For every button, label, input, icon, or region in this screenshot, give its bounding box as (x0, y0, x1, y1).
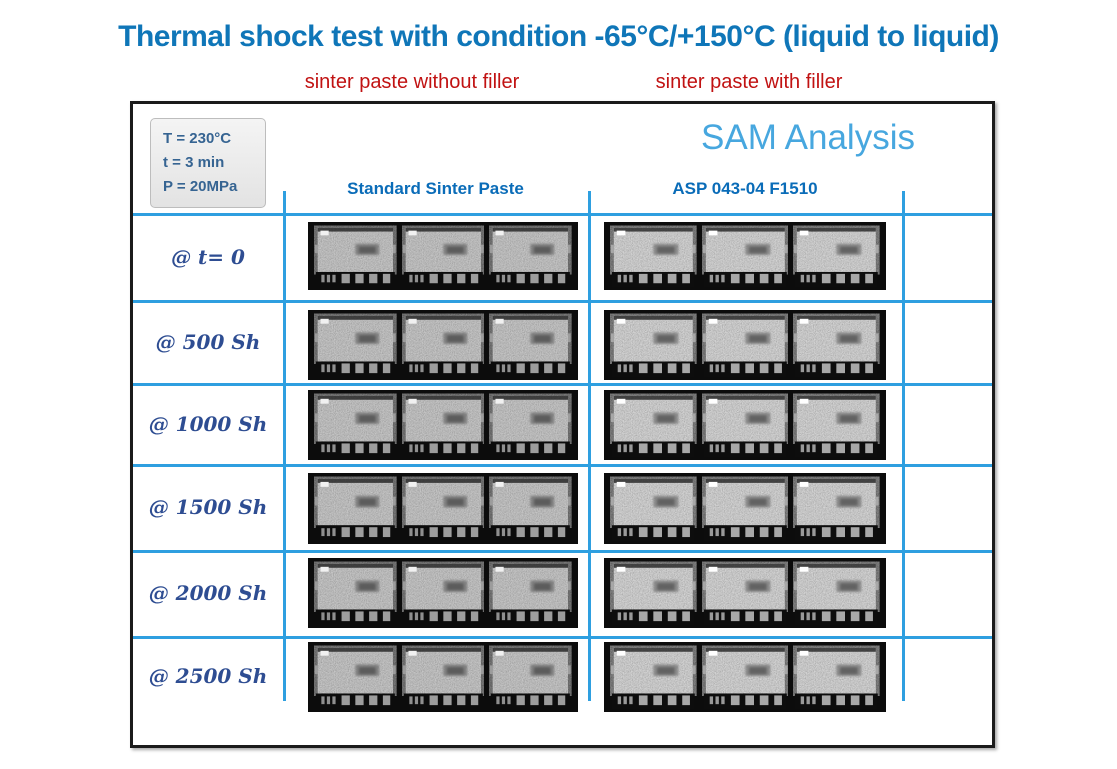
row-label-t0: @ t= 0 (171, 244, 245, 269)
sam-die-image (489, 313, 572, 377)
row-label-2000: @ 2000 Sh (148, 581, 268, 605)
sam-die-image (402, 476, 485, 541)
sam-die-image (610, 225, 697, 287)
sam-image-cell-asp-500 (604, 310, 886, 380)
sam-image-cell-asp-2000 (604, 558, 886, 628)
condition-time: t = 3 min (163, 154, 225, 171)
column-header-asp-043-04-f1510: ASP 043-04 F1510 (672, 179, 818, 198)
sam-die-image (489, 476, 572, 541)
subtitle-with-filler: sinter paste with filler (655, 71, 843, 93)
sam-die-image (702, 225, 789, 287)
sam-die-image (314, 225, 397, 287)
condition-pressure: P = 20MPa (163, 178, 238, 195)
sam-die-image (793, 645, 880, 709)
sam-image-cell-standard-2500 (308, 642, 578, 712)
sam-die-image (793, 561, 880, 625)
sam-die-image (402, 561, 485, 625)
sam-die-image (793, 476, 880, 541)
sam-die-image (402, 645, 485, 709)
sam-die-image (702, 561, 789, 625)
sam-die-image (610, 561, 697, 625)
condition-temperature: T = 230°C (163, 130, 232, 147)
sam-die-image (610, 313, 697, 377)
sam-die-image (702, 313, 789, 377)
sam-die-image (489, 561, 572, 625)
sam-image-cell-asp-1500 (604, 473, 886, 544)
sam-die-image (702, 476, 789, 541)
sam-die-image (314, 476, 397, 541)
process-conditions-box (150, 118, 266, 208)
sam-analysis-heading: SAM Analysis (701, 118, 915, 157)
sam-image-cell-standard-1500 (308, 473, 578, 544)
row-label-1500: @ 1500 Sh (148, 495, 268, 519)
subtitle-without-filler: sinter paste without filler (304, 71, 520, 93)
row-label-500: @ 500 Sh (155, 329, 261, 354)
sam-die-image (610, 393, 697, 457)
sam-die-image (489, 225, 572, 287)
sam-image-cell-standard-2000 (308, 558, 578, 628)
sam-die-image (793, 393, 880, 457)
sam-die-image (314, 645, 397, 709)
sam-image-cell-asp-1000 (604, 390, 886, 460)
sam-image-cell-standard-1000 (308, 390, 578, 460)
sam-die-image (402, 313, 485, 377)
sam-image-cell-standard-500 (308, 310, 578, 380)
sam-die-image (402, 225, 485, 287)
sam-die-image (610, 476, 697, 541)
column-header-standard-sinter-paste: Standard Sinter Paste (347, 179, 524, 198)
sam-analysis-table (130, 101, 995, 748)
grid-line-v2 (588, 191, 591, 701)
sam-die-image (702, 393, 789, 457)
sam-die-image (793, 313, 880, 377)
sam-die-image (702, 645, 789, 709)
sam-die-image (793, 225, 880, 287)
grid-line-v1 (283, 191, 286, 701)
sam-die-image (402, 393, 485, 457)
sam-die-image (489, 393, 572, 457)
page-title: Thermal shock test with condition -65°C/+150°C (liquid to liquid) (118, 20, 999, 53)
sam-image-cell-asp-t0 (604, 222, 886, 290)
sam-die-image (489, 645, 572, 709)
row-label-1000: @ 1000 Sh (148, 411, 268, 436)
sam-die-image (314, 313, 397, 377)
row-label-2500: @ 2500 Sh (148, 664, 268, 688)
sam-die-image (314, 561, 397, 625)
sam-image-cell-standard-t0 (308, 222, 578, 290)
sam-die-image (610, 645, 697, 709)
sam-image-cell-asp-2500 (604, 642, 886, 712)
grid-line-v3 (902, 191, 905, 701)
sam-die-image (314, 393, 397, 457)
